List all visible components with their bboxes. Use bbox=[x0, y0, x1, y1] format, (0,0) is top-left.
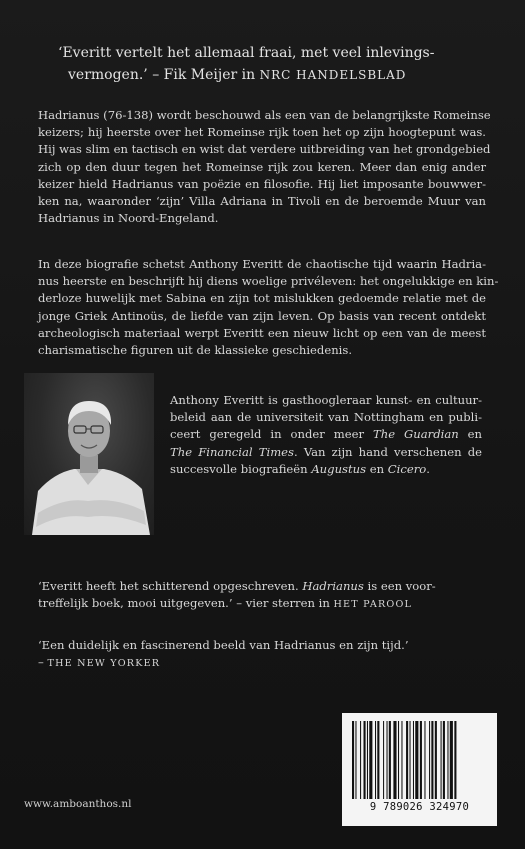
barcode-bar bbox=[431, 721, 433, 799]
barcode-bar bbox=[393, 721, 396, 799]
barcode-bar bbox=[406, 721, 408, 799]
top-quote bbox=[58, 42, 478, 86]
description-paragraph-2 bbox=[38, 256, 499, 359]
para1-line: Hij was slim en tactisch en wist dat verdere uitbreiding van het grondgebied bbox=[38, 142, 491, 157]
review-quote-new-yorker bbox=[38, 637, 478, 672]
barcode-bar bbox=[375, 721, 376, 799]
publisher-url[interactable]: www.amboanthos.nl bbox=[24, 798, 132, 810]
quote2-line1: ‘Everitt heeft het schitterend opgeschreven. Hadrianus is een voor- bbox=[38, 579, 436, 593]
description-paragraph-1 bbox=[38, 107, 491, 227]
author-portrait-illustration bbox=[24, 373, 154, 535]
barcode-bar bbox=[443, 721, 445, 799]
barcode-bar bbox=[360, 721, 361, 799]
review-quote-parool bbox=[38, 578, 478, 613]
publication-guardian: The Guardian bbox=[373, 427, 459, 442]
bio-line: The Financial Times. Van zijn hand verschenen de bbox=[170, 444, 482, 459]
barcode-bar bbox=[364, 721, 366, 799]
bio-line: Anthony Everitt is gasthoogleraar kunst- en cultuur- bbox=[170, 393, 482, 407]
quote-source-nrc: NRC HANDELSBLAD bbox=[259, 68, 407, 82]
bio-line: succesvolle biografieën Augustus en Cicero. bbox=[170, 461, 430, 476]
barcode-bar bbox=[355, 721, 356, 799]
para1-line: zich op den duur tegen het Romeinse rijk zou keren. Meer dan enig ander bbox=[38, 159, 486, 174]
para1-line: Hadrianus (76-138) wordt beschouwd als een van de belangrijkste Romeinse bbox=[38, 108, 491, 122]
barcode-bar bbox=[352, 721, 354, 799]
para2-line: nus heerste en beschrijft hij diens woelige privéleven: het ongelukkige en kin- bbox=[38, 274, 499, 289]
quote3-line1: ‘Een duidelijk en fascinerend beeld van Hadrianus en zijn tijd.’ bbox=[38, 638, 409, 652]
barcode-icon bbox=[350, 721, 489, 801]
isbn-barcode bbox=[342, 713, 497, 826]
barcode-bar bbox=[441, 721, 442, 799]
para2-line: derloze huwelijk met Sabina en zijn tot mislukken gedoemde relatie met de bbox=[38, 291, 486, 306]
barcode-bar bbox=[424, 721, 425, 799]
barcode-bar bbox=[369, 721, 372, 799]
book-title-cicero: Cicero bbox=[387, 461, 427, 476]
para2-line: In deze biografie schetst Anthony Everitt de chaotische tijd waarin Hadria- bbox=[38, 257, 486, 271]
barcode-bar bbox=[367, 721, 368, 799]
barcode-bar bbox=[454, 721, 456, 799]
para1-line: ken na, waaronder ‘zijn’ Villa Adriana in Tivoli en de beroemde Muur van bbox=[38, 194, 486, 209]
quote2-line2: treffelijk boek, mooi uitgegeven.’ – vier sterren in HET PAROOL bbox=[38, 596, 413, 611]
quote3-line2: – THE NEW YORKER bbox=[38, 655, 161, 670]
para1-line: keizers; hij heerste over het Romeinse rijk toen het op zijn hoogtepunt was. bbox=[38, 125, 486, 140]
author-photo bbox=[24, 373, 154, 535]
bio-line: beleid aan de universiteit van Nottingham en publi- bbox=[170, 410, 482, 425]
barcode-bar bbox=[377, 721, 379, 799]
para2-line: archeologisch materiaal werpt Everitt een nieuw licht op een van de meest bbox=[38, 325, 486, 340]
para2-line: charismatische figuren uit de klassieke geschiedenis. bbox=[38, 343, 353, 358]
para2-line: jonge Griek Antinoüs, de liefde van zijn leven. Op basis van recent ontdekt bbox=[38, 308, 486, 323]
barcode-bar bbox=[435, 721, 437, 799]
barcode-bar bbox=[387, 721, 388, 799]
author-bio bbox=[170, 392, 482, 478]
barcode-bar bbox=[429, 721, 430, 799]
barcode-bar bbox=[450, 721, 453, 799]
barcode-bar bbox=[389, 721, 391, 799]
top-quote-line1: ‘Everitt vertelt het allemaal fraai, met veel inlevings- bbox=[58, 45, 435, 61]
barcode-bar bbox=[383, 721, 384, 799]
isbn-number: 9 789026 324970 bbox=[369, 801, 470, 813]
top-quote-line2: vermogen.’ – Fik Meijer in NRC HANDELSBLAD bbox=[68, 67, 407, 83]
para1-line: keizer hield Hadrianus van poëzie en filosofie. Hij liet imposante bouwwer- bbox=[38, 176, 486, 191]
book-title-hadrianus: Hadrianus bbox=[302, 579, 364, 593]
barcode-bar bbox=[401, 721, 402, 799]
barcode-bar bbox=[398, 721, 399, 799]
quote-source-new-yorker: THE NEW YORKER bbox=[47, 658, 161, 670]
barcode-bar bbox=[415, 721, 418, 799]
quote-source-parool: HET PAROOL bbox=[333, 599, 413, 611]
barcode-bar bbox=[410, 721, 411, 799]
barcode-bar bbox=[447, 721, 448, 799]
para1-line: Hadrianus in Noord-Engeland. bbox=[38, 211, 219, 226]
book-title-augustus: Augustus bbox=[311, 461, 367, 476]
bio-line: ceert geregeld in onder meer The Guardian en bbox=[170, 427, 483, 442]
barcode-bar bbox=[413, 721, 414, 799]
publication-financial-times: The Financial Times bbox=[170, 444, 294, 459]
barcode-bar bbox=[420, 721, 422, 799]
